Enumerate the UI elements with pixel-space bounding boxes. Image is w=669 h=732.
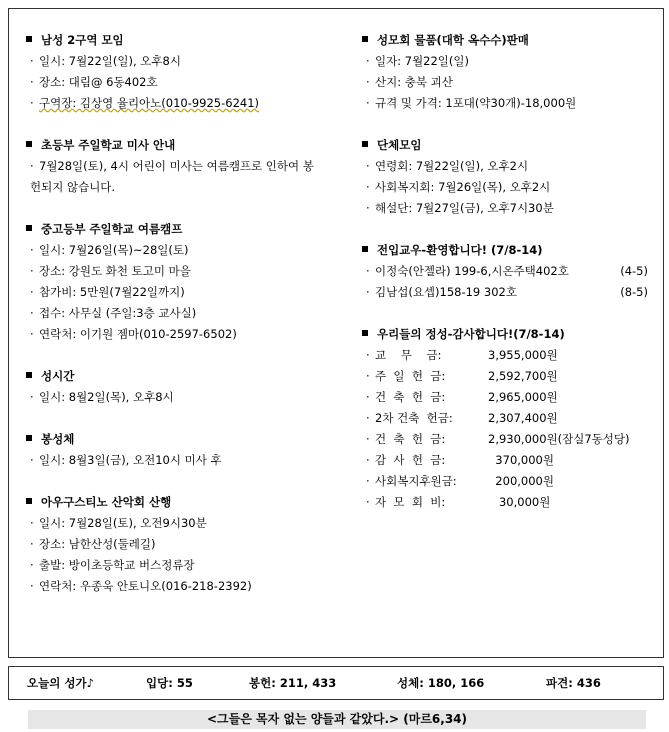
notice-holy-hour	[26, 366, 346, 408]
list-item: · 사회복지회: 7월26일(목), 오후2시	[366, 180, 551, 194]
donation-row: · 사회복지후원금: 200,000원	[366, 474, 554, 488]
donation-row: · 건 축 헌 금: 2,930,000원(잠실7동성당)	[366, 432, 630, 446]
list-item: · 일시: 8월3일(금), 오전10시 미사 후	[30, 453, 222, 467]
list-item: · 7월28일(토), 4시 어린이 미사는 여름캠프로 인하여 봉헌되지 않습니다.	[30, 159, 314, 194]
list-item: · 일시: 7월26일(목)~28일(토)	[30, 243, 189, 257]
list-item: · 이정숙(안젤라) 199-6,시온주택402호 (4-5)	[366, 264, 648, 278]
square-bullet-icon	[362, 330, 368, 336]
notice-new-parishioners	[362, 240, 662, 303]
section-title: 전입교우-환영합니다! (7/8-14)	[362, 240, 662, 261]
square-bullet-icon	[26, 372, 32, 378]
notice-corn-sale	[362, 30, 662, 114]
list-item: · 연락처: 우종욱 안토니오(016-218-2392)	[30, 579, 252, 593]
notice-communion-visit	[26, 429, 346, 471]
section-title: 단체모임	[362, 135, 662, 156]
donation-row: · 2차 건축 헌금: 2,307,400원	[366, 411, 558, 425]
square-bullet-icon	[362, 36, 368, 42]
square-bullet-icon	[26, 36, 32, 42]
list-item: · 일시: 7월28일(토), 오전9시30분	[30, 516, 207, 530]
square-bullet-icon	[362, 141, 368, 147]
list-item: · 김남섭(요셉)158-19 302호 (8-5)	[366, 285, 648, 299]
section-title: 성모회 물품(대학 옥수수)판매	[362, 30, 662, 51]
square-bullet-icon	[26, 225, 32, 231]
list-item: · 연령회: 7월22일(일), 오후2시	[366, 159, 529, 173]
notice-donations	[362, 324, 662, 513]
hymn-offertory: 봉헌: 211, 433	[249, 676, 337, 690]
list-item: · 연락처: 이기원 젬마(010-2597-6502)	[30, 327, 237, 341]
square-bullet-icon	[26, 141, 32, 147]
donation-row: · 감 사 헌 금: 370,000원	[366, 453, 554, 467]
list-item: · 장소: 강원도 화천 토고미 마을	[30, 264, 191, 278]
left-column	[26, 30, 346, 597]
section-title: 초등부 주일학교 미사 안내	[26, 135, 346, 156]
scripture-verse: <그들은 목자 없는 양들과 같았다.> (마르6,34)	[28, 710, 646, 729]
donation-row: · 교 무 금: 3,955,000원	[366, 348, 558, 362]
hymn-entrance: 입당: 55	[146, 676, 193, 690]
list-item: · 규격 및 가격: 1포대(약30개)-18,000원	[366, 96, 577, 110]
list-item: · 장소: 남한산성(둘레길)	[30, 537, 156, 551]
square-bullet-icon	[362, 246, 368, 252]
notice-group-meetings	[362, 135, 662, 219]
donation-row: · 주 일 헌 금: 2,592,700원	[366, 369, 558, 383]
hymn-footer	[8, 666, 664, 700]
list-item: · 일시: 8월2일(목), 오후8시	[30, 390, 174, 404]
hymn-communion: 성체: 180, 166	[397, 676, 485, 690]
list-item: · 출발: 방이초등학교 버스정류장	[30, 558, 195, 572]
list-item: · 산지: 충북 괴산	[366, 75, 453, 89]
list-item: · 일시: 7월22일(일), 오후8시	[30, 54, 181, 68]
list-item: · 해설단: 7월27일(금), 오후7시30분	[366, 201, 554, 215]
donation-row: · 건 축 헌 금: 2,965,000원	[366, 390, 558, 404]
section-title: 우리들의 정성-감사합니다!(7/8-14)	[362, 324, 662, 345]
section-title: 중고등부 주일학교 여름캠프	[26, 219, 346, 240]
right-column	[362, 30, 662, 513]
square-bullet-icon	[26, 435, 32, 441]
hymn-heading: 오늘의 성가♪	[27, 676, 94, 690]
hymn-recessional: 파견: 436	[546, 676, 601, 690]
square-bullet-icon	[26, 498, 32, 504]
list-item: · 일자: 7월22일(일)	[366, 54, 469, 68]
section-title: 아우구스티노 산악회 산행	[26, 492, 346, 513]
donation-row: · 자 모 회 비: 30,000원	[366, 495, 551, 509]
list-item: · 참가비: 5만원(7월22일까지)	[30, 285, 185, 299]
list-item: · 구역장: 김상영 율리아노(010-9925-6241)	[30, 96, 260, 110]
notice-youth-camp	[26, 219, 346, 345]
notice-hiking-club	[26, 492, 346, 597]
section-title: 봉성체	[26, 429, 346, 450]
list-item: · 장소: 대림@ 6동402호	[30, 75, 158, 89]
list-item: · 접수: 사무실 (주일:3층 교사실)	[30, 306, 197, 320]
notice-men-district	[26, 30, 346, 114]
section-title: 성시간	[26, 366, 346, 387]
notice-elementary-mass	[26, 135, 346, 198]
section-title: 남성 2구역 모임	[26, 30, 346, 51]
